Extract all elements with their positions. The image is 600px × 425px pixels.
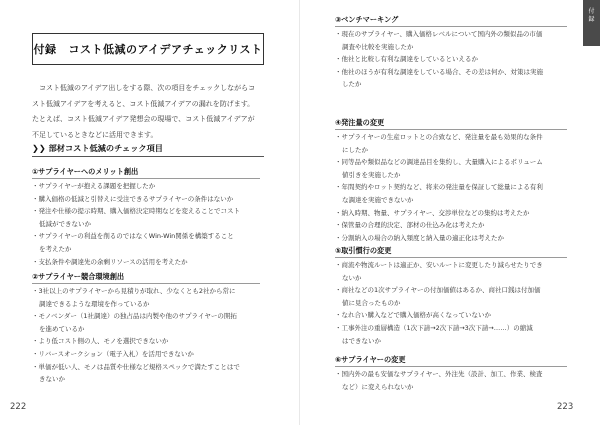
- category-rule: [32, 283, 260, 284]
- checklist-item: ・購入価格の低減と引替えに受注できるサプライヤーの条件はないか: [32, 194, 234, 203]
- checklist-item: を進めているか: [39, 324, 85, 333]
- category-rule: [335, 366, 567, 367]
- checklist-item: にしたか: [342, 145, 368, 154]
- checklist-item: ・なれ合い購入などで購入価格が高くなっていないか: [335, 311, 491, 320]
- category-heading: ⑥サプライヤーの変更: [335, 355, 406, 364]
- intro-line: たとえば、コスト低減アイデア発想会の現場で、コスト低減アイデアが: [32, 115, 255, 123]
- category-heading: ④発注量の変更: [335, 118, 385, 127]
- page-number-right: 223: [557, 402, 574, 412]
- category-items: [32, 285, 260, 386]
- appendix-title-box: [32, 33, 264, 65]
- checklist-item: ・他社と比較し有利な調達をしているといえるか: [335, 55, 478, 64]
- checklist-item: ・年間契約やロット契約など、将来の発注量を保証して総量による有利: [335, 183, 543, 192]
- checklist-item: ・国内外の最も安価なサプライヤー、外注先（設計、加工、作業、検査: [335, 370, 543, 378]
- checklist-item: ・納入時期、物量、サプライヤー、交渉単位などの集約は考えたか: [335, 208, 530, 217]
- category-items: [32, 180, 260, 268]
- intro-paragraph: [32, 81, 260, 143]
- category-rule: [335, 257, 567, 258]
- checklist-item: ・支払条件や調達先の余剰リソースの活用を考えたか: [32, 257, 188, 266]
- checklist-item: 調達できるような環境を作っているか: [39, 299, 150, 308]
- category-items: [335, 259, 567, 347]
- checklist-item: 調査や比較を実施したか: [342, 42, 414, 51]
- category-rule: [335, 26, 567, 27]
- category-items: [335, 368, 567, 393]
- checklist-item: ・リバースオークション（電子入札）を活用できないか: [32, 349, 194, 358]
- checklist-item: ・サプライヤーが抱える課題を把握したか: [32, 182, 156, 190]
- checklist-item: ・分割納入の場合の納入頻度と納入量の適正化は考えたか: [335, 233, 504, 242]
- category-rule: [335, 129, 567, 130]
- checklist-item: ・サプライヤーの利益を削るのではなくWin-Win関係を構築すること: [32, 232, 234, 241]
- checklist-item: ・同等品や類似品などの調達品目を集約し、大量購入によるボリューム: [335, 158, 543, 167]
- category-rule: [32, 178, 260, 179]
- category-heading: ①サプライヤーへのメリット創出: [32, 167, 139, 176]
- checklist-item: ・他社のほうが有利な調達をしている場合、その差は何か、対策は実施: [335, 67, 543, 76]
- checklist-item: ・工事外注の重層構造（1次下請→2次下請→3次下請→……）の縮減: [335, 323, 533, 332]
- appendix-title: コスト低減のアイデアチェックリスト: [68, 43, 263, 56]
- category-items: [335, 131, 567, 244]
- checklist-item: したか: [342, 80, 362, 89]
- checklist-item: を考えたか: [39, 244, 72, 253]
- checklist-item: ・商社などの1次サプライヤーの付加価値はあるか、商社口銭は付加価: [335, 286, 541, 295]
- checklist-item: ・現在のサプライヤー、購入価格レベルについて国内外の類似品の市価: [335, 30, 543, 38]
- checklist-item: など）に変えられないか: [342, 382, 414, 391]
- checklist-item: ・3社以上のサプライヤーから見積りが取れ、少なくとも2社から常に: [32, 287, 236, 295]
- category-heading: ③ベンチマーキング: [335, 15, 399, 24]
- checklist-item: ・保管量の合理的決定、部材の仕込み化は考えたか: [335, 221, 485, 230]
- checklist-item: ないか: [342, 273, 362, 282]
- intro-line: 不足しているときなどに活用できます。: [32, 130, 158, 139]
- right-page: [300, 0, 600, 425]
- checklist-item: ・発注や仕様の提示時期、購入価格決定時期などを変えることでコスト: [32, 207, 240, 216]
- intro-line: コスト低減のアイデア出しをする際、次の項目をチェックしながらコ: [32, 84, 256, 92]
- category-items: [335, 28, 567, 91]
- side-tab-char-1: 付: [588, 8, 595, 15]
- side-tab-char-2: 録: [588, 16, 595, 23]
- checklist-item: ・モノベンダー（1社調達）の独占品は内製や他のサプライヤーの開拓: [32, 312, 237, 321]
- checklist-item: ・単価が低い人、モノは品質や仕様など規格スペックで満たすことはで: [32, 362, 240, 371]
- section-rule: [32, 156, 264, 157]
- appendix-side-tab: [583, 0, 600, 46]
- checklist-item: ・商流や物流ルートは適正か、安いルートに変更したり減らせたりでき: [335, 261, 543, 269]
- checklist-item: ・より低コスト側の人、モノを選択できないか: [32, 337, 169, 346]
- checklist-item: はできないか: [342, 336, 381, 345]
- checklist-item: 低減ができないか: [39, 219, 91, 228]
- intro-line: スト低減アイデアを考えると、コスト低減アイデアの漏れを防げます。: [32, 99, 255, 108]
- checklist-item: 値に見合ったものか: [342, 298, 401, 307]
- category-heading: ⑤取引慣行の変更: [335, 246, 392, 255]
- checklist-item: ・サプライヤーの生産ロットとの合致など、発注量を最も効果的な条件: [335, 133, 543, 141]
- category-heading: ②サプライヤー競合環境創出: [32, 272, 125, 281]
- section-heading: ❯❯ 部材コスト低減のチェック項目: [32, 143, 163, 153]
- checklist-item: きないか: [39, 375, 65, 384]
- checklist-item: 値引きを実施したか: [342, 170, 401, 179]
- page-number-left: 222: [10, 402, 27, 412]
- appendix-label: 付録: [33, 43, 57, 56]
- checklist-item: な調達を実施できないか: [342, 195, 414, 204]
